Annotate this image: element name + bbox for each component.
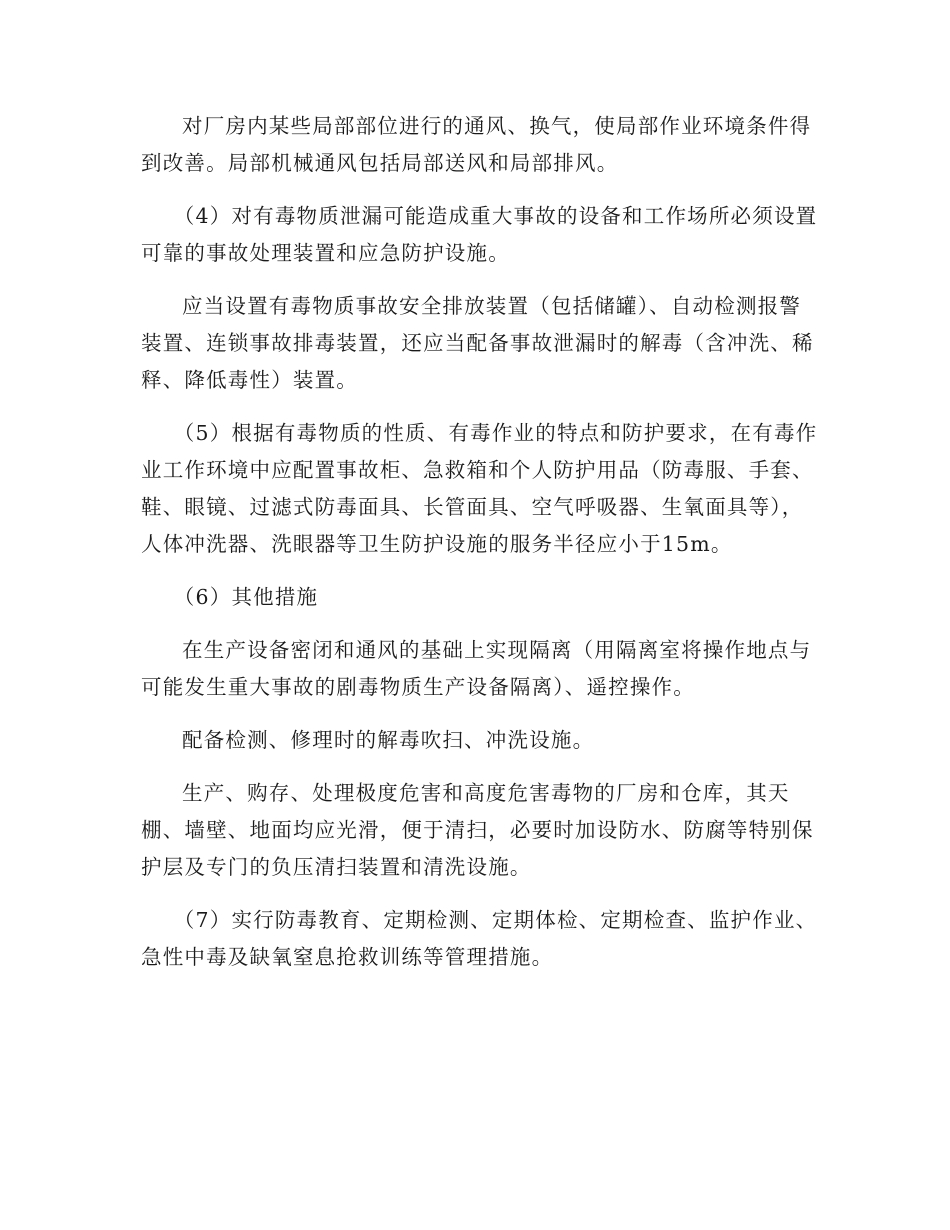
document-body [141, 108, 821, 992]
paragraph-detox-facilities: 配备检测、修理时的解毒吹扫、冲洗设施。 [182, 728, 595, 752]
paragraph-building-surfaces: 生产、购存、处理极度危害和高度危害毒物的厂房和仓库，其天棚、墙壁、地面均应光滑，便于清扫，必要时加设防水、防腐等特别保护层及专门的负压清扫装置和清洗设施。 [141, 781, 814, 879]
paragraph-item-6: （6）其他措施 [173, 585, 319, 609]
paragraph-isolation: 在生产设备密闭和通风的基础上实现隔离（用隔离室将操作地点与可能发生重大事故的剧毒物质生产设备隔离）、遥控操作。 [141, 638, 812, 699]
paragraph-local-ventilation: 对厂房内某些局部部位进行的通风、换气，使局部作业环境条件得到改善。局部机械通风包括局部送风和局部排风。 [141, 114, 812, 175]
paragraph-item-5: （5）根据有毒物质的性质、有毒作业的特点和防护要求，在有毒作业工作环境中应配置事故柜、急救箱和个人防护用品（防毒服、手套、鞋、眼镜、过滤式防毒面具、长管面具、空气呼吸器、生氧面具等），人体冲洗器、洗眼器等卫生防护设施的服务半径应小于15m。 [141, 421, 818, 556]
paragraph-emergency-devices: 应当设置有毒物质事故安全排放装置（包括储罐）、自动检测报警装置、连锁事故排毒装置，还应当配备事故泄漏时的解毒（含冲洗、稀释、降低毒性）装置。 [141, 294, 814, 392]
paragraph-item-7: （7）实行防毒教育、定期检测、定期体检、定期检查、监护作业、急性中毒及缺氧窒息抢救训练等管理措施。 [141, 908, 818, 969]
paragraph-item-4: （4）对有毒物质泄漏可能造成重大事故的设备和工作场所必须设置可靠的事故处理装置和应急防护设施。 [141, 204, 818, 265]
